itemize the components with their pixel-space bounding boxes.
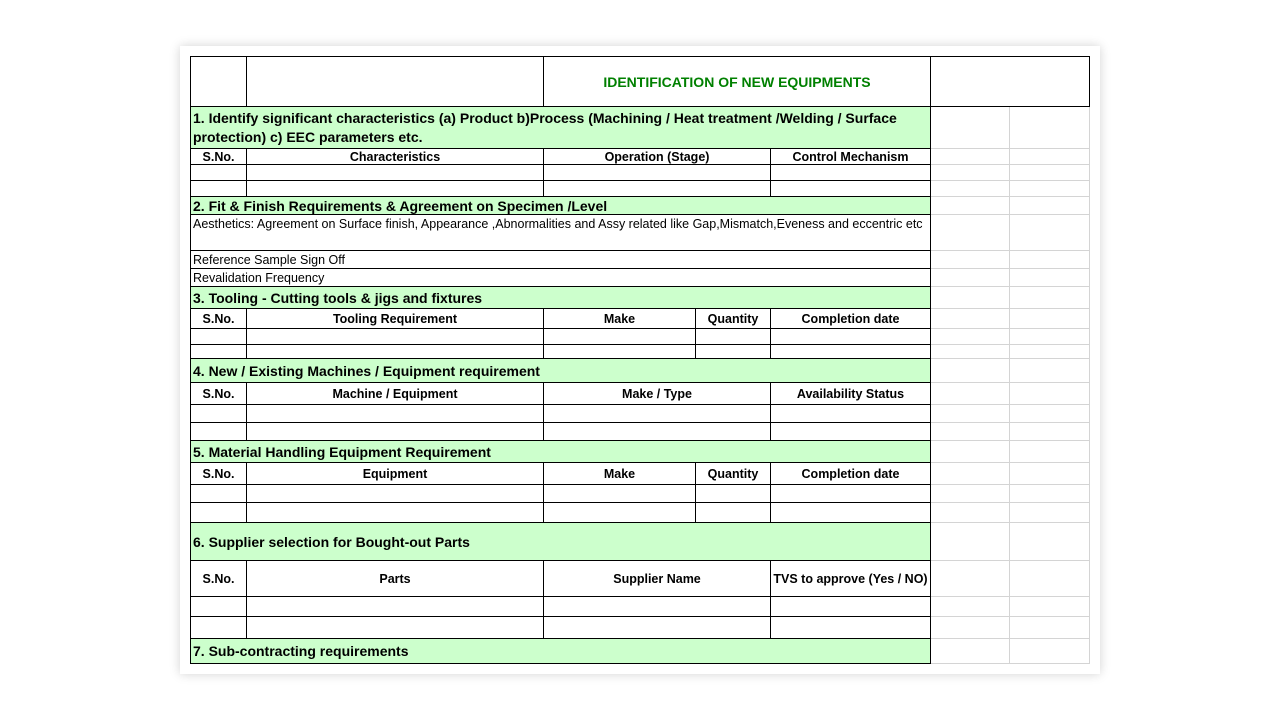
title-cell-blank-1[interactable] — [190, 56, 247, 107]
section-7-heading: 7. Sub-contracting requirements — [190, 638, 931, 664]
s1-header-operation: Operation (Stage) — [543, 148, 771, 165]
s4-header-make-type: Make / Type — [543, 382, 771, 405]
table-cell[interactable] — [246, 404, 544, 423]
section-2-heading: 2. Fit & Finish Requirements & Agreement on Specimen /Level — [190, 196, 931, 215]
s5-header-make: Make — [543, 462, 696, 485]
table-cell[interactable] — [190, 180, 247, 197]
s4-header-availability: Availability Status — [770, 382, 931, 405]
table-cell[interactable] — [543, 616, 771, 639]
gridline — [930, 663, 1090, 664]
gridline — [930, 164, 1090, 165]
s3-header-tooling: Tooling Requirement — [246, 308, 544, 329]
s6-header-sno: S.No. — [190, 560, 247, 597]
s3-header-make: Make — [543, 308, 696, 329]
gridline — [930, 616, 1090, 617]
section-6-heading: 6. Supplier selection for Bought-out Parts — [190, 522, 931, 561]
gridline — [930, 148, 1090, 149]
gridline — [930, 268, 1090, 269]
s2-reference-sample-row[interactable]: Reference Sample Sign Off — [190, 250, 931, 269]
gridline — [930, 560, 1090, 561]
table-cell[interactable] — [770, 344, 931, 359]
table-cell[interactable] — [770, 164, 931, 181]
s1-header-characteristics: Characteristics — [246, 148, 544, 165]
s2-aesthetics-row[interactable]: Aesthetics: Agreement on Surface finish, Appearance ,Abnormalities and Assy related like Gap,Mismatch,Eveness and eccentric etc — [190, 214, 931, 251]
s4-header-machine: Machine / Equipment — [246, 382, 544, 405]
s3-header-sno: S.No. — [190, 308, 247, 329]
table-cell[interactable] — [695, 484, 771, 503]
table-cell[interactable] — [695, 502, 771, 523]
table-cell[interactable] — [543, 596, 771, 617]
section-1-heading: 1. Identify significant characteristics (a) Product b)Process (Machining / Heat treatment /Welding / Surface protection) c) EEC parameters etc. — [190, 106, 931, 149]
gridline — [930, 638, 1090, 639]
table-cell[interactable] — [246, 164, 544, 181]
table-cell[interactable] — [246, 616, 544, 639]
table-cell[interactable] — [770, 422, 931, 441]
table-cell[interactable] — [770, 502, 931, 523]
gridline — [930, 250, 1090, 251]
s6-header-parts: Parts — [246, 560, 544, 597]
title-cell-blank-3[interactable] — [930, 56, 1090, 107]
spreadsheet-page — [180, 46, 1100, 674]
table-cell[interactable] — [246, 484, 544, 503]
s6-header-supplier: Supplier Name — [543, 560, 771, 597]
s5-header-equipment: Equipment — [246, 462, 544, 485]
gridline — [930, 196, 1090, 197]
gridline — [930, 214, 1090, 215]
table-cell[interactable] — [246, 180, 544, 197]
gridline — [930, 404, 1090, 405]
table-cell[interactable] — [246, 344, 544, 359]
page-title: IDENTIFICATION OF NEW EQUIPMENTS — [543, 56, 931, 107]
gridline — [930, 502, 1090, 503]
table-cell[interactable] — [770, 404, 931, 423]
table-cell[interactable] — [543, 344, 696, 359]
table-cell[interactable] — [695, 328, 771, 345]
gridline — [930, 286, 1090, 287]
gridline — [930, 440, 1090, 441]
table-cell[interactable] — [770, 180, 931, 197]
table-cell[interactable] — [695, 344, 771, 359]
gridline — [930, 422, 1090, 423]
table-cell[interactable] — [190, 328, 247, 345]
gridline — [1009, 106, 1010, 664]
gridline — [930, 462, 1090, 463]
form-grid — [190, 56, 1090, 664]
table-cell[interactable] — [543, 164, 771, 181]
section-5-heading: 5. Material Handling Equipment Requirement — [190, 440, 931, 463]
table-cell[interactable] — [770, 328, 931, 345]
table-cell[interactable] — [246, 328, 544, 345]
table-cell[interactable] — [190, 404, 247, 423]
table-cell[interactable] — [543, 502, 696, 523]
gridline — [930, 382, 1090, 383]
gridline — [930, 308, 1090, 309]
gridline — [930, 522, 1090, 523]
table-cell[interactable] — [770, 616, 931, 639]
table-cell[interactable] — [190, 422, 247, 441]
section-3-heading: 3. Tooling - Cutting tools & jigs and fixtures — [190, 286, 931, 309]
table-cell[interactable] — [543, 328, 696, 345]
s5-header-sno: S.No. — [190, 462, 247, 485]
section-4-heading: 4. New / Existing Machines / Equipment requirement — [190, 358, 931, 383]
table-cell[interactable] — [190, 616, 247, 639]
s5-header-quantity: Quantity — [695, 462, 771, 485]
table-cell[interactable] — [543, 180, 771, 197]
table-cell[interactable] — [190, 344, 247, 359]
s1-header-control: Control Mechanism — [770, 148, 931, 165]
s2-revalidation-row[interactable]: Revalidation Frequency — [190, 268, 931, 287]
gridline — [1089, 106, 1090, 664]
table-cell[interactable] — [190, 502, 247, 523]
s3-header-quantity: Quantity — [695, 308, 771, 329]
table-cell[interactable] — [246, 422, 544, 441]
title-cell-blank-2[interactable] — [246, 56, 544, 107]
table-cell[interactable] — [190, 484, 247, 503]
table-cell[interactable] — [543, 404, 771, 423]
table-cell[interactable] — [246, 596, 544, 617]
table-cell[interactable] — [770, 596, 931, 617]
gridline — [930, 180, 1090, 181]
gridline — [930, 596, 1090, 597]
gridline — [930, 344, 1090, 345]
table-cell[interactable] — [543, 422, 771, 441]
s4-header-sno: S.No. — [190, 382, 247, 405]
table-cell[interactable] — [190, 596, 247, 617]
table-cell[interactable] — [543, 484, 696, 503]
s5-header-completion: Completion date — [770, 462, 931, 485]
table-cell[interactable] — [190, 164, 247, 181]
table-cell[interactable] — [770, 484, 931, 503]
s6-header-tvs-approve: TVS to approve (Yes / NO) — [770, 560, 931, 597]
gridline — [930, 358, 1090, 359]
s3-header-completion: Completion date — [770, 308, 931, 329]
gridline — [930, 328, 1090, 329]
table-cell[interactable] — [246, 502, 544, 523]
gridline — [930, 484, 1090, 485]
s1-header-sno: S.No. — [190, 148, 247, 165]
